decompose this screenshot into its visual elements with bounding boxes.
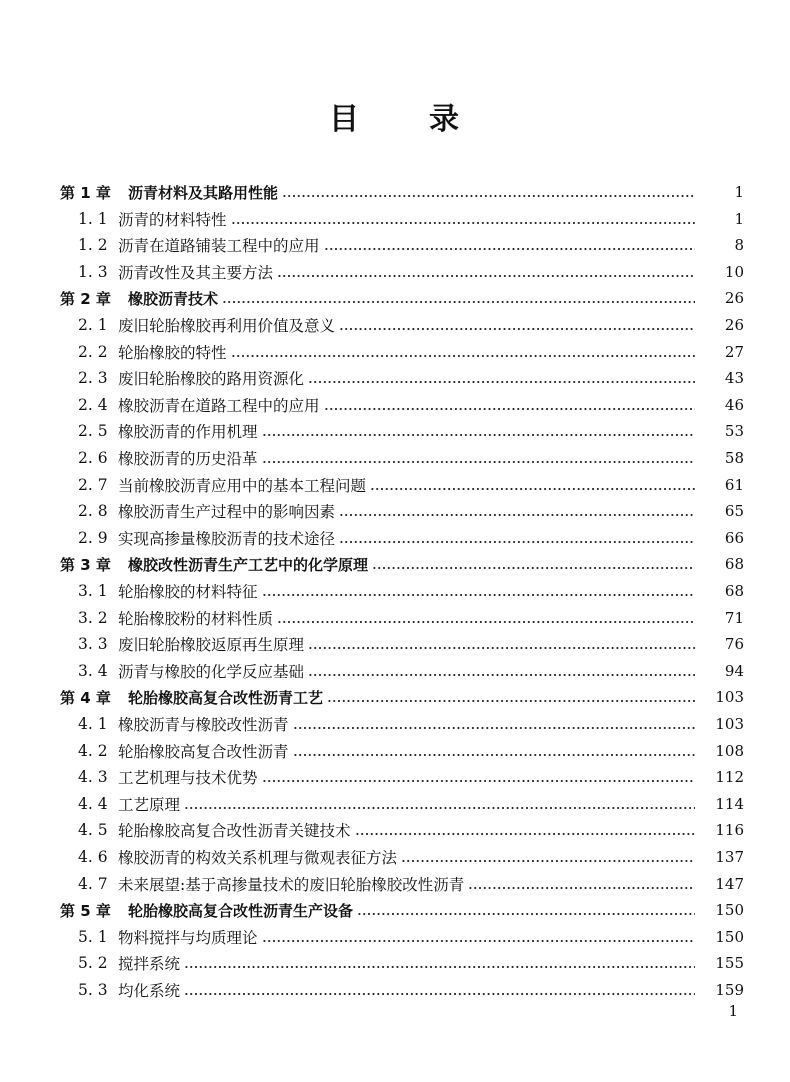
- toc-entry-page: 71: [701, 609, 744, 627]
- toc-entry-page: 46: [701, 396, 744, 414]
- toc-section-entry[interactable]: [0, 871, 790, 897]
- toc-chapter-entry[interactable]: [0, 179, 790, 205]
- toc-section-entry[interactable]: [0, 605, 790, 631]
- dot-leader: [262, 434, 695, 436]
- toc-entry-page: 155: [701, 954, 744, 972]
- page-number: 1: [728, 1002, 738, 1020]
- toc-entry-line: [118, 979, 699, 1001]
- toc-entry-title: 沥青与橡胶的化学反应基础: [118, 662, 305, 681]
- toc-entry-title: 轮胎橡胶粉的材料性质: [118, 609, 274, 628]
- toc-section-entry[interactable]: [0, 711, 790, 737]
- toc-section-entry[interactable]: [0, 498, 790, 524]
- toc-entry-number: 第 5 章: [60, 901, 111, 920]
- toc-chapter-entry[interactable]: [0, 285, 790, 311]
- toc-section-entry[interactable]: [0, 924, 790, 950]
- toc-section-entry[interactable]: [0, 631, 790, 657]
- toc-entry-page: 150: [701, 901, 744, 919]
- dot-leader: [184, 807, 695, 809]
- toc-entry-number: 4. 1: [78, 715, 108, 733]
- toc-entry-page: 150: [701, 928, 744, 946]
- toc-section-entry[interactable]: [0, 259, 790, 285]
- toc-entry-title: 轮胎橡胶的特性: [118, 343, 227, 362]
- toc-entry-number: 5. 1: [78, 927, 108, 946]
- dot-leader: [262, 594, 695, 596]
- toc-entry-title: 橡胶沥青在道路工程中的应用: [118, 396, 320, 415]
- toc-entry-page: 76: [701, 635, 744, 653]
- toc-section-entry[interactable]: [0, 844, 790, 870]
- toc-entry-number: 4. 4: [78, 794, 108, 813]
- toc-entry-number: 5. 3: [78, 981, 108, 999]
- toc-entry-number: 4. 5: [78, 821, 108, 840]
- toc-entry-title: 橡胶沥青生产过程中的影响因素: [118, 503, 336, 522]
- toc-entry-title: 当前橡胶沥青应用中的基本工程问题: [118, 476, 367, 495]
- dot-leader: [339, 514, 695, 516]
- toc-chapter-entry[interactable]: [0, 897, 790, 923]
- toc-entry-title: 废旧轮胎橡胶返原再生原理: [118, 636, 305, 655]
- toc-entry-number: 4. 7: [78, 874, 108, 893]
- toc-entry-line: [118, 580, 699, 602]
- toc-section-entry[interactable]: [0, 658, 790, 684]
- toc-entry-line: [118, 261, 699, 283]
- toc-entry-title: 沥青材料及其路用性能: [128, 183, 279, 202]
- toc-entry-line: [118, 660, 699, 682]
- toc-entry-number: 4. 2: [78, 741, 108, 760]
- dot-leader: [308, 381, 695, 383]
- dot-leader: [324, 408, 695, 410]
- dot-leader: [184, 966, 695, 968]
- dot-leader: [277, 275, 695, 277]
- dot-leader: [222, 301, 695, 303]
- dot-leader: [293, 754, 695, 756]
- title-char-2: 录: [429, 102, 461, 137]
- toc-entry-number: 4. 3: [78, 768, 108, 787]
- toc-entry-page: 26: [701, 316, 744, 334]
- toc-entry-line: [118, 394, 699, 416]
- dot-leader: [339, 541, 695, 543]
- toc-section-entry[interactable]: [0, 232, 790, 258]
- toc-entry-number: 1. 2: [78, 236, 108, 255]
- toc-entry-page: 65: [701, 502, 744, 520]
- toc-entry-line: [128, 554, 699, 575]
- toc-section-entry[interactable]: [0, 312, 790, 338]
- dot-leader: [372, 567, 695, 569]
- toc-entry-page: 103: [701, 715, 744, 733]
- toc-entry-number: 3. 2: [78, 608, 108, 627]
- dot-leader: [357, 913, 695, 915]
- toc-entry-line: [118, 633, 699, 655]
- dot-leader: [282, 195, 695, 197]
- toc-entry-number: 2. 2: [78, 342, 108, 361]
- dot-leader: [468, 887, 695, 889]
- toc-entry-page: 43: [701, 369, 744, 387]
- toc-entry-line: [118, 607, 699, 629]
- toc-section-entry[interactable]: [0, 418, 790, 444]
- dot-leader: [327, 700, 695, 702]
- toc-entry-page: 8: [701, 236, 744, 254]
- toc-entry-page: 103: [701, 688, 744, 706]
- dot-leader: [262, 780, 695, 782]
- toc-entry-number: 1. 1: [78, 209, 108, 228]
- toc-entry-title: 轮胎橡胶的材料特征: [118, 583, 258, 601]
- toc-entry-number: 4. 6: [78, 848, 108, 866]
- title-char-1: 目: [329, 102, 361, 137]
- toc-entry-line: [118, 234, 699, 256]
- toc-entry-line: [118, 208, 699, 230]
- toc-entry-number: 1. 3: [78, 262, 108, 281]
- toc-section-entry[interactable]: [0, 445, 790, 471]
- toc-entry-number: 第 4 章: [60, 688, 111, 707]
- toc-entry-title: 实现高掺量橡胶沥青的技术途径: [118, 529, 336, 548]
- toc-entry-title: 橡胶沥青技术: [128, 289, 219, 308]
- toc-section-entry[interactable]: [0, 339, 790, 365]
- toc-entry-page: 68: [701, 555, 744, 573]
- toc-entry-line: [128, 182, 699, 203]
- toc-entry-title: 废旧轮胎橡胶再利用价值及意义: [118, 317, 336, 335]
- toc-entry-number: 2. 9: [78, 528, 108, 547]
- toc-entry-page: 66: [701, 529, 744, 547]
- toc-entry-line: [118, 766, 699, 788]
- toc-entry-title: 工艺原理: [118, 795, 181, 814]
- toc-entry-line: [118, 500, 699, 522]
- toc-entry-line: [118, 846, 699, 868]
- toc-entry-title: 废旧轮胎橡胶的路用资源化: [118, 370, 305, 389]
- dot-leader: [370, 488, 695, 490]
- toc-section-entry[interactable]: [0, 472, 790, 498]
- toc-entry-title: 搅拌系统: [118, 955, 181, 974]
- toc-entry-page: 58: [701, 449, 744, 467]
- toc-entry-line: [118, 873, 699, 895]
- toc-entry-number: 2. 1: [78, 316, 108, 334]
- toc-entry-page: 26: [701, 289, 744, 307]
- toc-section-entry[interactable]: [0, 764, 790, 790]
- toc-entry-number: 2. 7: [78, 475, 108, 494]
- toc-entry-number: 3. 4: [78, 661, 108, 680]
- dot-leader: [262, 461, 695, 463]
- toc-entry-page: 147: [701, 875, 744, 893]
- toc-entry-number: 第 2 章: [60, 289, 111, 308]
- toc-entry-title: 沥青改性及其主要方法: [118, 263, 274, 282]
- toc-entry-title: 轮胎橡胶高复合改性沥青生产设备: [128, 901, 354, 920]
- dot-leader: [262, 940, 695, 942]
- toc-entry-line: [118, 713, 699, 735]
- toc-entry-line: [118, 420, 699, 442]
- toc-entry-title: 沥青的材料特性: [118, 210, 227, 229]
- page-title: [0, 94, 790, 138]
- toc-entry-line: [118, 793, 699, 815]
- toc-entry-line: [118, 527, 699, 549]
- toc-entry-line: [118, 819, 699, 841]
- toc-entry-page: 159: [701, 981, 744, 999]
- toc-entry-number: 2. 3: [78, 369, 108, 388]
- dot-leader: [293, 727, 695, 729]
- toc-section-entry[interactable]: [0, 206, 790, 232]
- dot-leader: [401, 860, 695, 862]
- toc-entry-number: 第 3 章: [60, 555, 111, 574]
- toc-section-entry[interactable]: [0, 817, 790, 843]
- toc-entry-number: 2. 5: [78, 422, 108, 441]
- toc-entry-page: 108: [701, 742, 744, 760]
- toc-entry-line: [118, 952, 699, 974]
- dot-leader: [324, 248, 695, 250]
- toc-entry-page: 27: [701, 343, 744, 361]
- toc-entry-line: [128, 687, 699, 708]
- toc-entry-page: 116: [701, 821, 744, 839]
- toc-entry-page: 53: [701, 422, 744, 440]
- toc-section-entry[interactable]: [0, 392, 790, 418]
- toc-entry-page: 114: [701, 795, 744, 813]
- dot-leader: [339, 328, 695, 330]
- toc-entry-title: 均化系统: [118, 982, 181, 1000]
- toc-entry-number: 5. 2: [78, 954, 108, 973]
- toc-entry-page: 1: [701, 210, 744, 228]
- toc-entry-title: 轮胎橡胶高复合改性沥青: [118, 742, 289, 761]
- dot-leader: [277, 621, 695, 623]
- toc-entry-line: [118, 740, 699, 762]
- toc-entry-title: 橡胶沥青的构效关系机理与微观表征方法: [118, 849, 398, 867]
- toc-entry-page: 137: [701, 848, 744, 866]
- toc-entry-title: 物料搅拌与均质理论: [118, 928, 258, 947]
- toc-entry-number: 第 1 章: [60, 183, 111, 202]
- dot-leader: [184, 993, 695, 995]
- toc-chapter-entry[interactable]: [0, 684, 790, 710]
- toc-section-entry[interactable]: [0, 365, 790, 391]
- toc-entry-page: 94: [701, 662, 744, 680]
- toc-entry-title: 轮胎橡胶高复合改性沥青工艺: [128, 688, 324, 707]
- toc-entry-line: [118, 367, 699, 389]
- toc-section-entry[interactable]: [0, 791, 790, 817]
- toc-entry-line: [118, 474, 699, 496]
- dot-leader: [231, 222, 695, 224]
- toc-entry-page: 1: [701, 183, 744, 201]
- toc-entry-number: 2. 6: [78, 449, 108, 467]
- toc-chapter-entry[interactable]: [0, 551, 790, 577]
- toc-entry-page: 112: [701, 768, 744, 786]
- toc-section-entry[interactable]: [0, 950, 790, 976]
- toc-entry-number: 3. 1: [78, 582, 108, 600]
- toc-section-entry[interactable]: [0, 738, 790, 764]
- toc-entry-line: [128, 288, 699, 309]
- toc-section-entry[interactable]: [0, 578, 790, 604]
- dot-leader: [308, 647, 695, 649]
- toc-entry-line: [118, 926, 699, 948]
- toc-entry-title: 橡胶沥青的作用机理: [118, 423, 258, 442]
- toc-entry-line: [118, 341, 699, 363]
- toc-entry-title: 工艺机理与技术优势: [118, 769, 258, 788]
- toc-entry-title: 橡胶改性沥青生产工艺中的化学原理: [128, 555, 369, 574]
- toc-entry-title: 橡胶沥青与橡胶改性沥青: [118, 716, 289, 734]
- toc-entry-page: 10: [701, 263, 744, 281]
- dot-leader: [308, 674, 695, 676]
- toc-entry-line: [118, 447, 699, 469]
- dot-leader: [231, 355, 695, 357]
- toc-entry-line: [128, 900, 699, 921]
- toc-entry-number: 2. 4: [78, 395, 108, 414]
- toc-entry-number: 3. 3: [78, 635, 108, 654]
- toc-entry-number: 2. 8: [78, 502, 108, 521]
- toc-entry-title: 未来展望:基于高掺量技术的废旧轮胎橡胶改性沥青: [118, 875, 465, 894]
- toc-entry-page: 68: [701, 582, 744, 600]
- toc-section-entry[interactable]: [0, 977, 790, 1003]
- toc-entry-page: 61: [701, 476, 744, 494]
- toc-entry-line: [118, 314, 699, 336]
- dot-leader: [355, 833, 695, 835]
- toc-entry-title: 橡胶沥青的历史沿革: [118, 450, 258, 468]
- toc-entry-title: 沥青在道路铺装工程中的应用: [118, 237, 320, 256]
- toc-entry-title: 轮胎橡胶高复合改性沥青关键技术: [118, 822, 351, 841]
- toc-section-entry[interactable]: [0, 525, 790, 551]
